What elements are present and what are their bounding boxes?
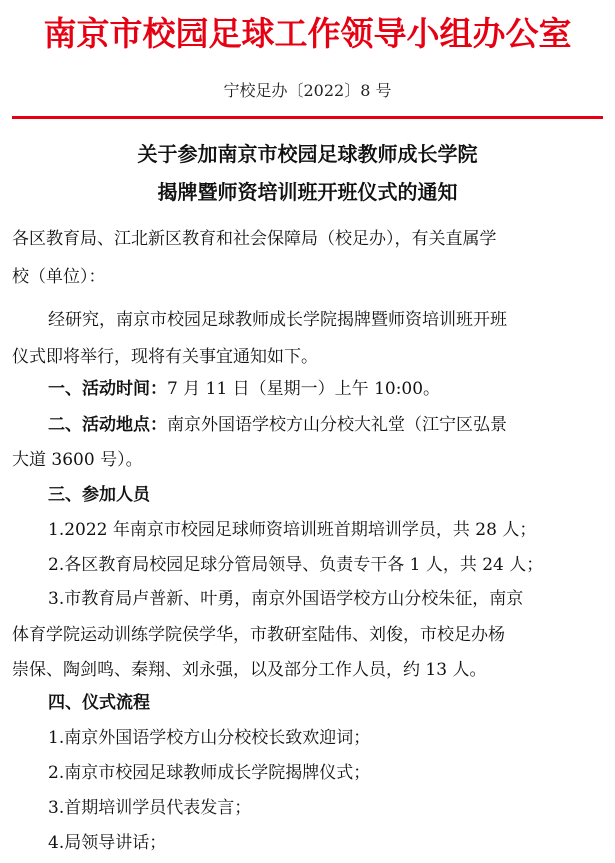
activity-place-label: 二、活动地点： <box>48 415 167 435</box>
activity-place <box>48 410 507 435</box>
activity-time <box>48 374 440 399</box>
activity-time-value: 7 月 11 日（星期一）上午 10:00。 <box>167 379 441 399</box>
process-heading: 四、仪式流程 <box>48 693 150 713</box>
addressee-line-2: 校（单位）： <box>12 267 106 287</box>
participant-item-2: 2.各区教育局校园足球分管局领导、负责专干各 1 人，共 24 人； <box>48 555 544 575</box>
activity-time-label: 一、活动时间： <box>48 379 167 399</box>
activity-place-line-2: 大道 3600 号）。 <box>12 450 143 470</box>
participants-heading: 三、参加人员 <box>48 485 150 505</box>
notice-title-line-1: 关于参加南京市校园足球教师成长学院 <box>137 142 478 166</box>
process-item-2: 2.南京市校园足球教师成长学院揭牌仪式； <box>48 763 371 783</box>
activity-place-value: 南京外国语学校方山分校大礼堂（江宁区弘景 <box>167 415 507 435</box>
issuing-office-header: 南京市校园足球工作领导小组办公室 <box>43 14 572 53</box>
red-divider-rule <box>12 116 603 119</box>
process-item-3: 3.首期培训学员代表发言； <box>48 798 252 818</box>
process-item-1: 1.南京外国语学校方山分校校长致欢迎词； <box>48 728 371 748</box>
process-item-4: 4.局领导讲话； <box>48 833 167 853</box>
addressee-line-1: 各区教育局、江北新区教育和社会保障局（校足办），有关直属学 <box>12 229 497 249</box>
participant-item-3-line-3: 崇保、陶剑鸣、秦翔、刘永强，以及部分工作人员，约 13 人。 <box>12 660 487 680</box>
notice-title-line-2: 揭牌暨师资培训班开班仪式的通知 <box>157 180 458 204</box>
participant-item-3-line-2: 体育学院运动训练学院侯学华，市教研室陆伟、刘俊，市校足办杨 <box>12 625 505 645</box>
participant-item-3-line-1: 3.市教育局卢普新、叶勇，南京外国语学校方山分校朱征，南京 <box>48 589 524 609</box>
intro-line-1: 经研究，南京市校园足球教师成长学院揭牌暨师资培训班开班 <box>48 310 507 330</box>
participant-item-1: 1.2022 年南京市校园足球师资培训班首期培训学员，共 28 人； <box>48 520 537 540</box>
intro-line-2: 仪式即将举行，现将有关事宜通知如下。 <box>12 347 318 367</box>
document-number: 宁校足办〔2022〕8 号 <box>223 81 392 100</box>
